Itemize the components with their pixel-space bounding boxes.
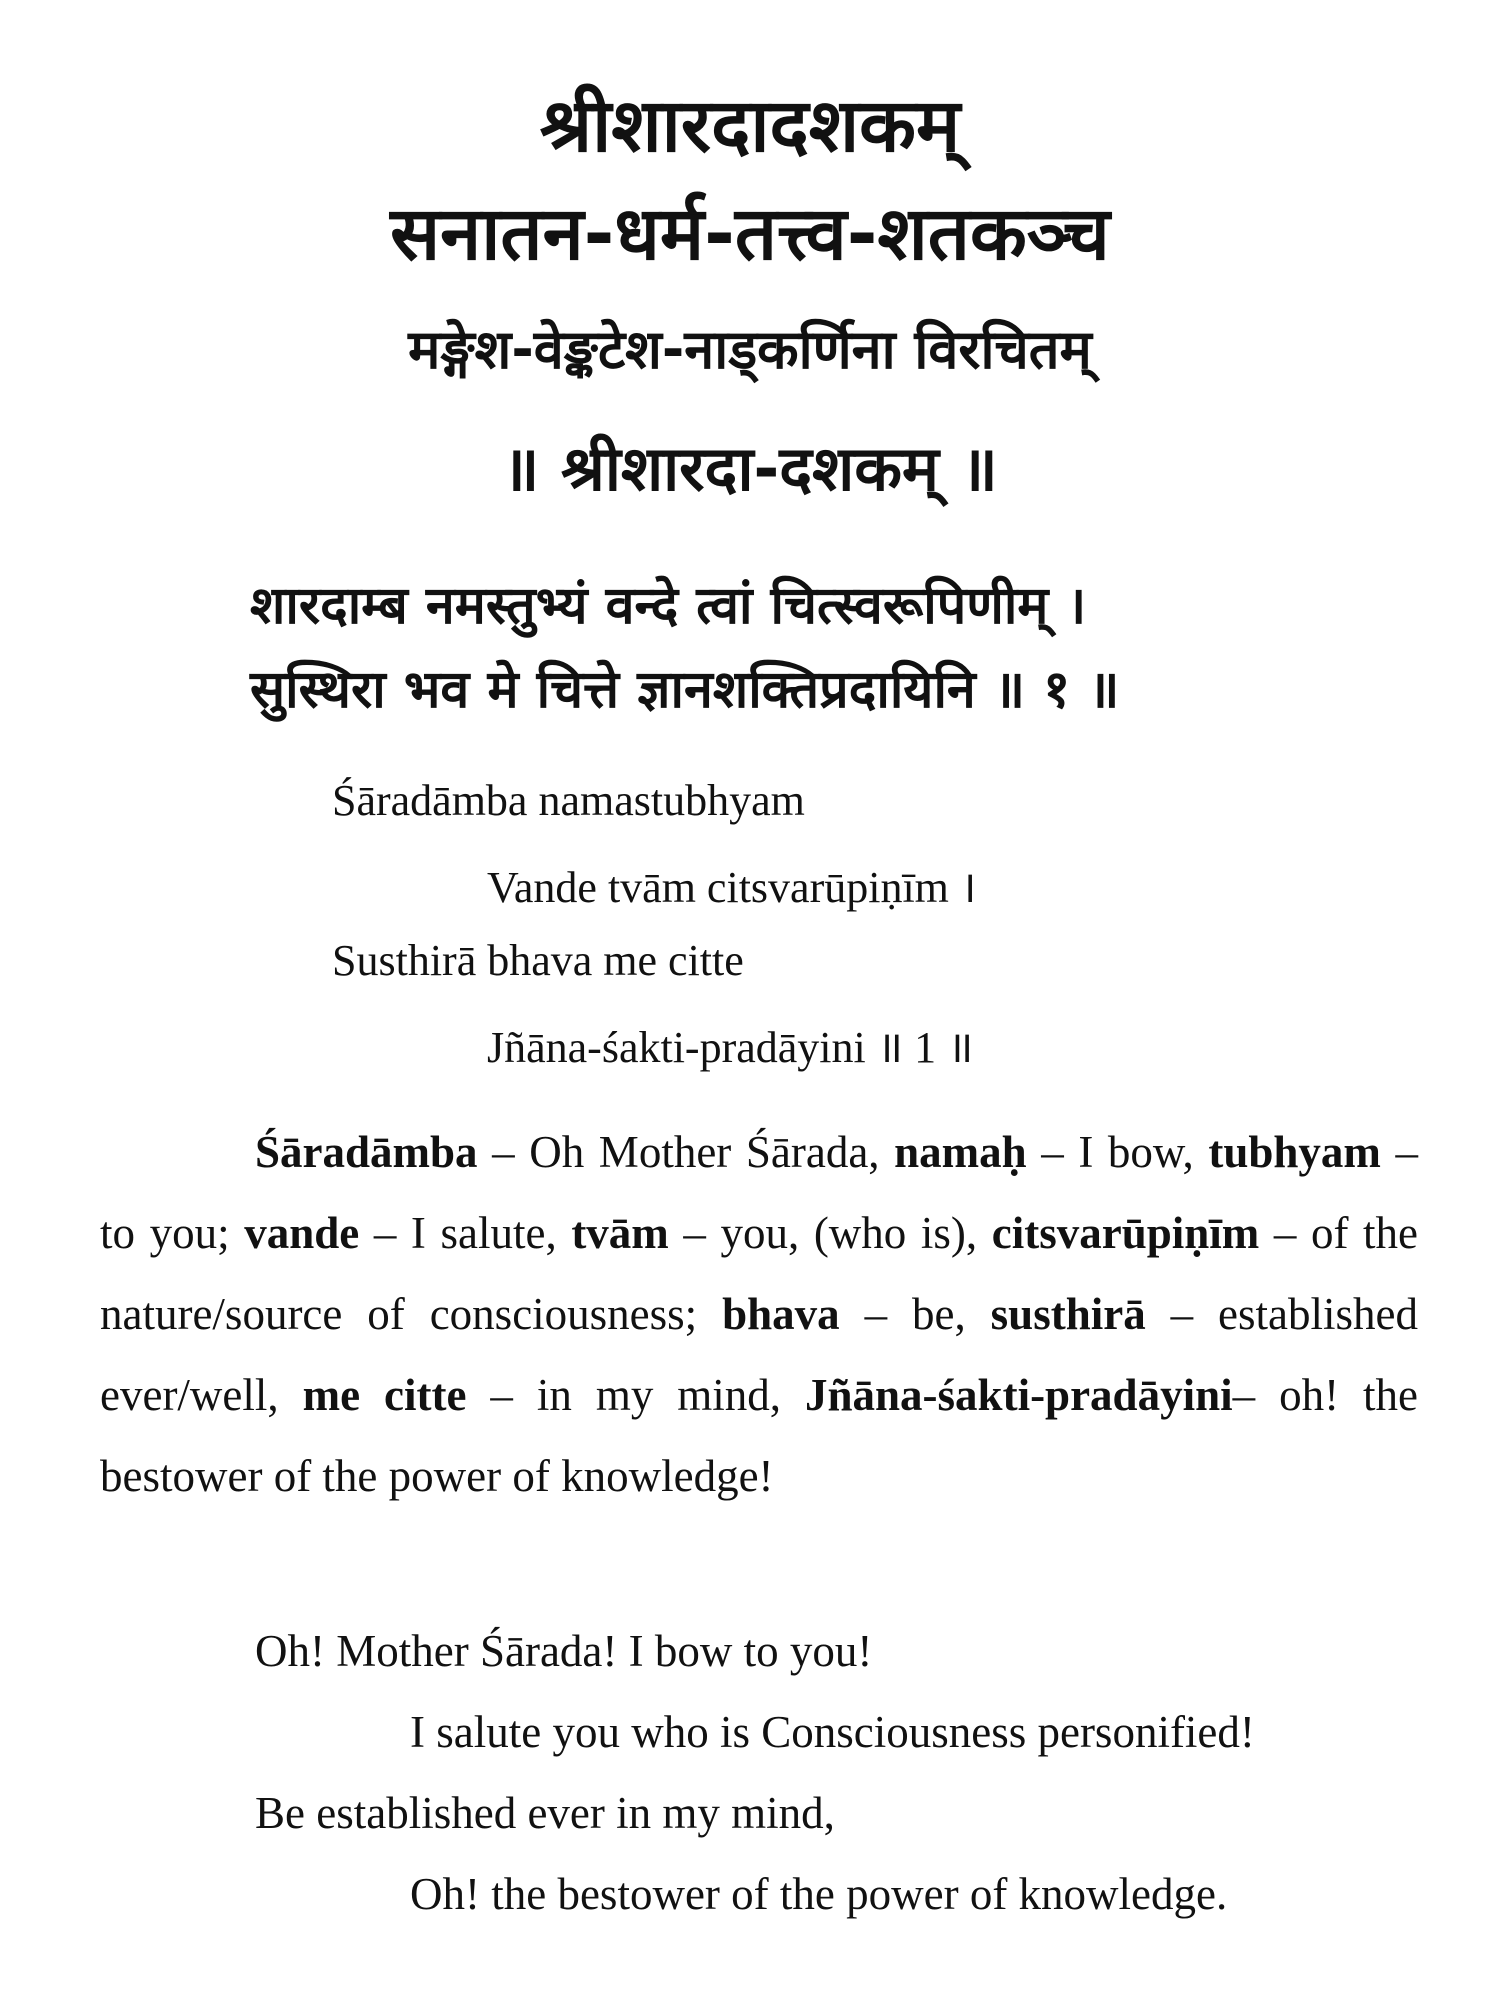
gloss-meaning: – oh! the bestower of the power of knowledge! — [100, 1370, 1418, 1501]
section-title: ॥ श्रीशारदा-दशकम् ॥ — [502, 432, 998, 505]
translation-line-2: I salute you who is Consciousness personified! — [410, 1707, 1255, 1757]
gloss-meaning: – in my mind, — [466, 1370, 805, 1420]
gloss-meaning: – be, — [839, 1289, 991, 1339]
page-subtitle: सनातन-धर्म-तत्त्व-शतकञ्च — [390, 191, 1110, 277]
gloss-meaning: – of the nature/source of consciousness; — [100, 1208, 1419, 1339]
page-title: श्रीशारदादशकम् — [539, 83, 961, 169]
gloss-term: tubhyam — [1208, 1127, 1381, 1177]
gloss-term: namaḥ — [894, 1127, 1027, 1177]
gloss-meaning: – I salute, — [359, 1208, 572, 1258]
translation-line-3: Be established ever in my mind, — [255, 1788, 835, 1838]
gloss-meaning: – I bow, — [1026, 1127, 1209, 1177]
translation-line-1: Oh! Mother Śārada! I bow to you! — [255, 1626, 873, 1676]
gloss-term: tvām — [571, 1208, 669, 1258]
gloss-term: vande — [244, 1208, 360, 1258]
gloss-term: bhava — [722, 1289, 840, 1339]
transliteration-line-3: Susthirā bhava me citte — [332, 936, 744, 985]
transliteration-line-1: Śāradāmba namastubhyam — [332, 776, 805, 825]
gloss-term: Śāradāmba — [255, 1127, 478, 1177]
gloss-meaning: – Oh Mother Śārada, — [477, 1127, 895, 1177]
translation-line-4: Oh! the bestower of the power of knowledge. — [410, 1869, 1228, 1919]
gloss-term: citsvarūpiṇīm — [991, 1208, 1260, 1258]
word-by-word-gloss — [100, 1112, 1418, 1517]
gloss-term: susthirā — [990, 1289, 1146, 1339]
gloss-term: me citte — [302, 1370, 467, 1420]
gloss-meaning: – you, (who is), — [668, 1208, 992, 1258]
transliteration-line-4: Jñāna-śakti-pradāyini ॥ 1 ॥ — [487, 1023, 974, 1072]
gloss-meaning: – to you; — [100, 1127, 1419, 1258]
verse-devanagari-line-1: शारदाम्ब नमस्तुभ्यं वन्दे त्वां चित्स्वरूपिणीम् । — [250, 576, 1087, 636]
author-line: मङ्गेश-वेङ्कटेश-नाड्कर्णिना विरचितम् — [408, 318, 1092, 381]
gloss-term: Jñāna-śakti-pradāyini — [805, 1370, 1233, 1420]
gloss-meaning: – established ever/well, — [100, 1289, 1418, 1420]
transliteration-line-2: Vande tvām citsvarūpiṇīm । — [487, 863, 977, 912]
verse-devanagari-line-2: सुस्थिरा भव मे चित्ते ज्ञानशक्तिप्रदायिनि ॥ १ ॥ — [250, 660, 1120, 720]
